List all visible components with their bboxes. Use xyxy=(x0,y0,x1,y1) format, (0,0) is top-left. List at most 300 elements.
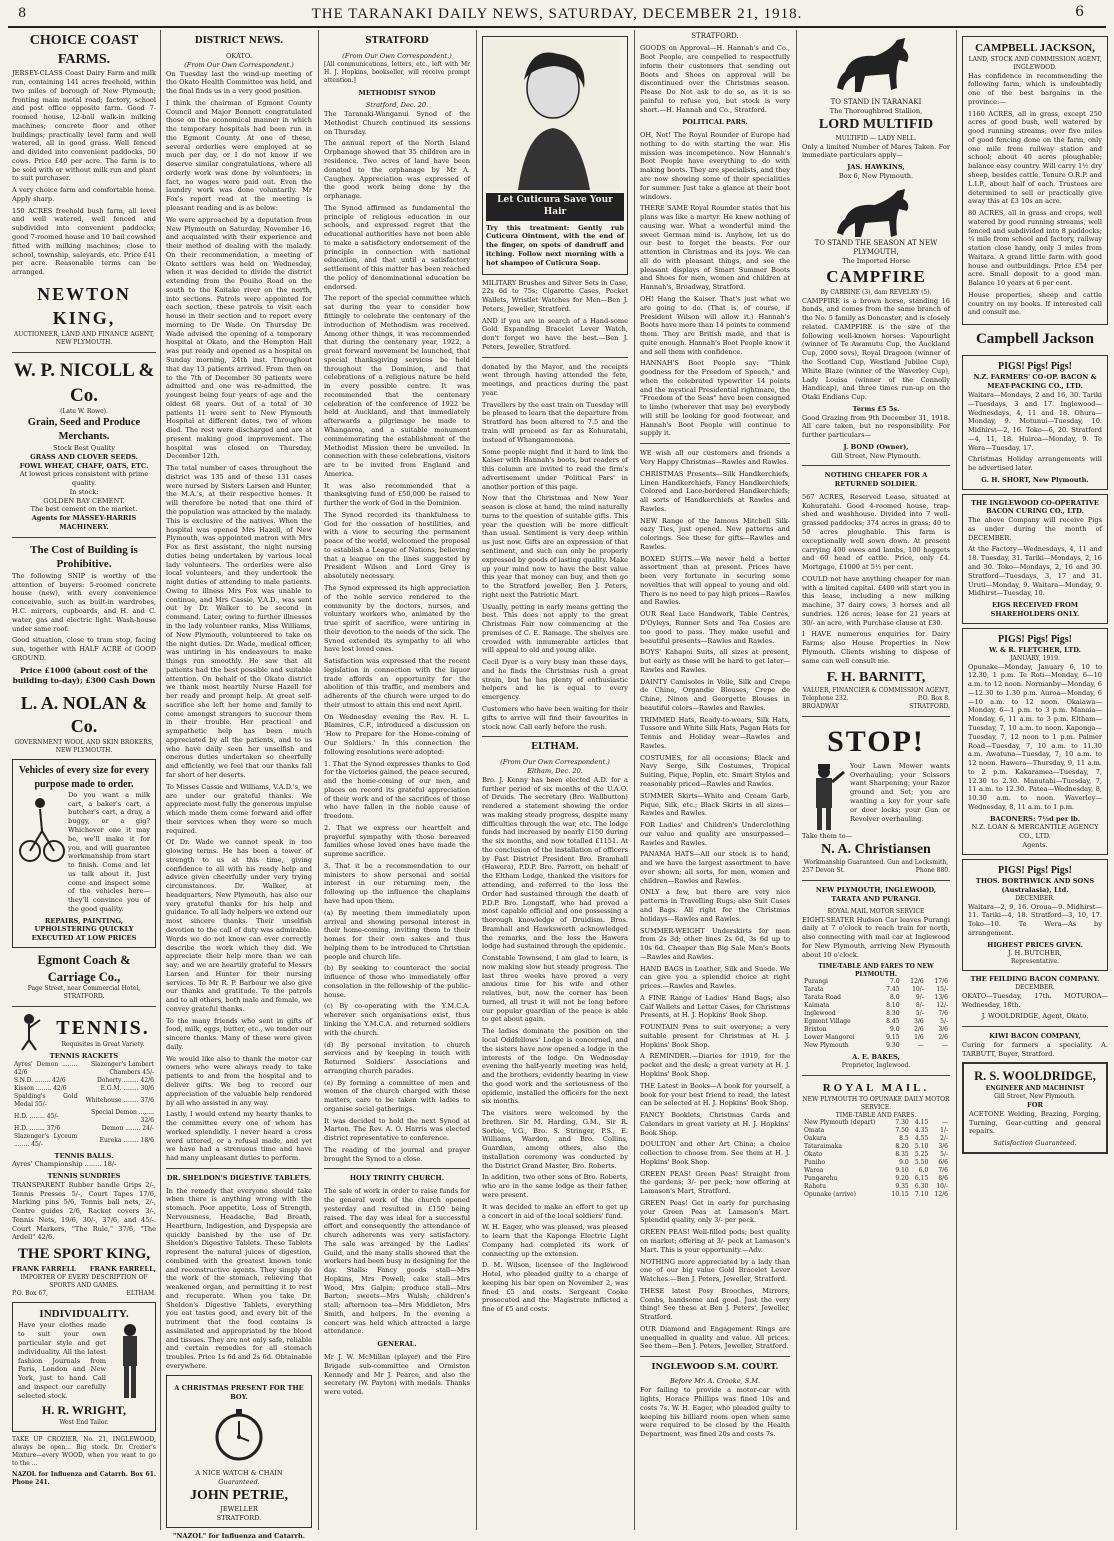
cuticura-body: Try this treatment: Gently rub Cuticura Ointment, with the end of the finger, on spots of dandruff and itching. Follow next morning with a hot shampoo of Cuticura Soap. xyxy=(486,223,624,267)
christiansen-address: 257 Devon St. xyxy=(802,867,845,875)
general-para-3: Some people might find it hard to link the Kaiser with Hannah's boots, but readers of this column are invited to read the firm's advertisement under 'Political Pars' in another portion of this page. xyxy=(482,447,628,491)
barnitt-subtitle: VALUER, FINANCIER & COMMISSION AGENT, xyxy=(802,687,950,695)
royal-fare-row xyxy=(802,1143,950,1151)
take-them-to: Take them to— xyxy=(802,831,853,840)
divider xyxy=(166,1168,312,1169)
royal-fare-row-cell: 1/- xyxy=(940,1127,948,1135)
rsw-ad xyxy=(962,1062,1108,1153)
hopkins-fancy: FANCY Booklets, Christmas Cards and Calendars in great variety at H. J. Hopkins' Book Shop. xyxy=(640,1111,790,1137)
royal-fare-row-cell: Oakura xyxy=(804,1135,827,1143)
eltham-para-6: It was decided to make an effort to get up a concert in aid of the local soldiers' fund. xyxy=(482,1202,628,1220)
royal-fare-row-cell: 6.15 xyxy=(914,1175,929,1183)
horse-illustration xyxy=(831,32,921,98)
fare-row-cell: New Plymouth xyxy=(804,1042,849,1050)
synod-para-5: It was also recommended that a thanksgiving fund of £50,000 be raised to further the work of God in the Dominion. xyxy=(324,481,470,508)
royal-fare-row-cell: Warea xyxy=(804,1167,824,1175)
newton-king-subtitle: AUCTIONEER, LAND AND FINANCE AGENT, xyxy=(13,330,155,338)
general-heading: GENERAL. xyxy=(377,1340,417,1349)
okato-correspondent: (From Our Own Correspondent.) xyxy=(184,60,294,69)
campfire-text-2: Good Grazing from 9th December 31, 1918. All care taken, but no responsibility. For further particulars— xyxy=(802,413,950,440)
hopkins-reminder: A REMINDER.—Diaries for 1919, for the pocket and the desk; a great variety at H. J. Hopkins' Book Shop. xyxy=(640,1052,790,1078)
acres-80-text: 80 ACRES, all in grass and crops, well watered by good running streams, well fenced and subdivided into 8 paddocks; ¼ mile from school and factory, railway station close handy, only 3 miles from Waitara. A grand little farm with good house and outbuildings. Price £54 per acre. Small deposit to a good man. Balance 10 years at 6 per cent. xyxy=(968,209,1102,288)
tennis-balls-line: Ayres' Championship ........ 18/- xyxy=(12,1160,117,1169)
rsw-for: FOR xyxy=(1027,1100,1043,1109)
fares-heading: TIME-TABLE AND FARES TO NEW PLYMOUTH. xyxy=(818,962,934,978)
lord-multifid-text: Only a limited Number of Mares Taken. For immediate particulars apply— xyxy=(802,142,950,160)
eltham-para-5: In addition, two other sons of Bro. Roberts, who are in the same lodge as their father, were present. xyxy=(482,1173,628,1199)
column-3 xyxy=(324,32,470,1532)
synod-para-12: 3. That it be a recommendation to our ministers to show personal and social interest in our returning men, the following up the influence the chaplains have had upon them. xyxy=(324,861,470,906)
nicoll-line-1: Stock Best Quality xyxy=(53,444,115,453)
fletcher-name: W. & R. FLETCHER, LTD. xyxy=(989,645,1081,654)
feilding-schedule: OKATO—Tuesday, 17th. MOTUROA—Wednesday, 18th. xyxy=(962,991,1108,1009)
rawles-summer: SUMMER Skirts—White and Cream Garb, Pique, Silk, etc.; Black Skirts in all sizes—Rawles and Rawles. xyxy=(640,791,790,818)
there-same-ad: THERE SAME Royal Rounder states that his plans was like a martyr. He knew nothing of causing war. What a wonderful mind the sweet German mind is. Anyhow, let us do our best to forget the beasts. For our attention in Christmas and its joys. We can all do with pleasant things, and see the pleasant displays of Smart Summer Boots and Shoes for men, women and children at Hannah's, Broadway, Stratford. xyxy=(640,204,790,292)
rsw-name: R. S. WOOLDRIDGE, xyxy=(974,1069,1096,1084)
royal-fare-row-cell: — xyxy=(942,1119,948,1127)
divider xyxy=(482,357,628,358)
okato-para-5: To Misses Cassie and Williams, V.A.D.'s, we are under our grateful thanks. We appreciate most fully the generous impulse which made them come forward and offer their services when they were so much required. xyxy=(166,782,312,835)
fare-row-cell: 9/- xyxy=(915,994,924,1002)
royal-fare-row-cell: Omata xyxy=(804,1127,825,1135)
eltham-dateline: Eltham, Dec. 20. xyxy=(527,767,583,776)
political-pars-heading: POLITICAL PARS. xyxy=(682,118,748,127)
fare-row-cell: 1/6 xyxy=(914,1034,924,1042)
stop-text: Your Lawn Mower wants Overhauling; your Scissors want Sharpening; your Razor ground and Set; you are wanting a key for your safe or door locks; your Gun or Revolver overhauling. xyxy=(850,761,950,823)
column-6 xyxy=(802,32,950,1532)
general-para-2: Travellers by the east train on Tuesday will be pleased to learn that the departure from Stratford has been altered to 7.5 and the train will proceed as far as Kohuratahi, instead of Whangamomona. xyxy=(482,400,628,444)
barnitt-location: STRATFORD. xyxy=(909,703,950,711)
royal-fare-row-cell: 4.15 xyxy=(914,1119,929,1127)
racket-row-cell: S.N.D. ........ 42/6 xyxy=(14,1076,66,1084)
royal-mail-heading: ROYAL MAIL. xyxy=(822,1081,930,1094)
sport-king-heading: THE SPORT KING, xyxy=(17,1246,151,1263)
nicoll-line-7: The best cement on the market. xyxy=(30,505,138,514)
column-5-running-head: STRATFORD. xyxy=(691,32,739,40)
okato-subheading: OKATO. xyxy=(226,51,252,60)
watch-illustration xyxy=(209,1405,269,1465)
general-para-1: donated by the Mayor, and the receipts went through having attended the fete, meetings, and practices during the past year. xyxy=(482,362,628,397)
fare-row-cell: 8.45 xyxy=(886,1018,900,1026)
newton-king-location: NEW PLYMOUTH. xyxy=(55,338,113,346)
fletcher-schedule: Opunake—Monday, January 6, 10 to 12.30, 1 p.m. Te Roti—Monday, 6—10 a.m. to 12 noon. Normanby—Monday, 6—12.30 to 1.30 p.m. Auroa—Monday, 6—10 a.m. to 12 noon. Okaiawa—Monday, 6—1 p.m. to 3 p.m. Manaia—Monday, 6, 11 a.m. to 3 p.m. Eltham—Tuesday, 7, 10 a.m. to noon. Kaponga—Tuesday, 7, 12 noon to 1 p.m. Palmer Road—Tuesday, 7, 10 a.m. to 11.30 a.m. Awatuna—Tuesday, 7, 10 a.m. to 12 noon. Hawera—Thursday, 9, 11 a.m. to 2 p.m. Kakaramea—Tuesday, 7, 12.30 to 2.30. Manutahi—Tuesday, 7, 11 a.m. to 12.30. Patea—Wednesday, 8, 10.30 a.m. to noon. Waverley—Wednesday, 8, 11 a.m. to 1 p.m. xyxy=(968,662,1102,811)
fare-row-cell: 17/6 xyxy=(934,978,948,986)
fare-row-cell: Brixton xyxy=(804,1026,827,1034)
kiwi-name: KIWI BACON COMPANY, xyxy=(989,1032,1081,1041)
column-1 xyxy=(12,32,156,1532)
fare-row-cell: Lower Mangorei xyxy=(804,1034,855,1042)
fare-row-cell: 5/- xyxy=(915,1010,924,1018)
column-divider xyxy=(160,30,161,1530)
rackets-table xyxy=(12,1061,156,1149)
column-5 xyxy=(640,32,790,1532)
petrie-name: JOHN PETRIE, xyxy=(189,1487,288,1503)
royal-fare-row xyxy=(802,1127,950,1135)
divider xyxy=(324,1168,470,1169)
barnitt-address: BROADWAY xyxy=(802,703,839,711)
bakes-subtitle: Proprietor, Inglewood. xyxy=(841,1061,911,1069)
royal-fare-row-cell: 9.20 xyxy=(895,1175,909,1183)
borthwick-schedule: Waitara—2, 9, 16. Oroua—9. Midhirst—11. Tariki—4, 18. Stratford—3, 10, 17. Toko—10. Te Wera—As by arrangement. xyxy=(968,902,1102,937)
divider xyxy=(640,1356,790,1357)
racket-row xyxy=(12,1077,156,1085)
rawles-lace: OUR Real Lace Handwork, Table Centres, D'Oyleys, Runner Sets and Tea Cosies are too good to pass. They make useful and beautiful presents—Rawles and Rawles. xyxy=(640,610,790,645)
eltham-correspondent: (From Our Own Correspondent.) xyxy=(500,758,610,767)
rawles-christmas: CHRISTMAS Presents—Silk Handkerchiefs, Linen Handkerchiefs, Fancy Handkerchiefs, Colored and Lace-bordered Handkerchiefs; all sorts of Handkerchiefs at Rawles and Rawles. xyxy=(640,469,790,513)
rsw-satisfaction: Satisfaction Guaranteed. xyxy=(993,1139,1077,1148)
general-para-7: Customers who have been waiting for their gifts to arrive will find their favourites in stock now. Call early before the rush. xyxy=(482,704,628,731)
vehicles-repairs: REPAIRS, PAINTING, UPHOLSTERING QUICKLY EXECUTED AT LOW PRICES xyxy=(31,916,137,943)
campbell-subtitle: LAND, STOCK AND COMMISSION AGENT, INGLEWOOD. xyxy=(968,55,1102,71)
synod-para-15: (c) By co-operating with the Y.M.C.A. wherever such organisations exist, thus linking the Y.M.C.A. and returned soldiers with the church. xyxy=(324,1002,470,1037)
royal-fare-row-cell: 5/- xyxy=(940,1151,948,1159)
lamason-green-2: GREEN Peas! Get in early for purchasing your Green Peas at Lamason's Mart. Splendid quality, only 3/- per peck. xyxy=(640,1198,790,1225)
egmont-name: Egmont Coach & Carriage Co., xyxy=(37,952,131,984)
racket-row xyxy=(12,1109,156,1125)
royal-fare-row xyxy=(802,1119,950,1127)
sheldon-heading: DR. SHELDON'S DIGESTIVE TABLETS. xyxy=(166,1173,312,1182)
rawles-wish: WE wish all our customers and friends a Very Happy Christmas—Rawles and Rawles. xyxy=(640,449,790,466)
xmas-watch-line: A NICE WATCH & CHAIN xyxy=(195,1469,283,1478)
royal-fare-row-cell: 8/6 xyxy=(938,1175,948,1183)
cost-building-price: Price £1000 (about cost of the building to-day); £300 Cash Down xyxy=(12,665,156,685)
petrie-ad xyxy=(166,1375,312,1528)
royal-fare-row-cell: 6.0 xyxy=(918,1167,929,1175)
motor-service-sub: ROYAL MAIL MOTOR SERVICE xyxy=(827,907,925,915)
butcher-title: Representative. xyxy=(1011,958,1059,966)
fare-row-cell: 7/6 xyxy=(938,1010,948,1018)
barnitt-box: P.O. Box 8. xyxy=(917,695,950,703)
eltham-para-8: D. M. Wilson, licensee of the Inglewood Hotel, who pleaded guilty to a charge of keeping his bar open on November 2, was fined £5 and costs. Sergeant Cooke prosecuted and the Magistrate inflicted a fine of £5 and costs. xyxy=(482,1261,628,1314)
synod-dateline: Stratford, Dec. 20. xyxy=(365,101,429,110)
bond-name: J. BOND (Owner), xyxy=(843,442,909,451)
choice-farms-text: JERSEY-CLASS Coast Dairy Farm and milk run, containing 141 acres freehold, within two miles of borough of New Plymouth; fronting main metal road; factory, school and post office opposite farm. Good 7-roomed house, 12-bail walk-in milking machines; concrete floor and other buildings; practically level farm and well watered, all in good grass. Well fenced and divided into convenient paddocks, 50 cows. Price £40 per acre. The farm is to be sold with or without milk run and plant to suit purchaser. xyxy=(12,69,156,183)
synod-para-3: The Synod affirmed as fundamental the principle of religious education in our schools, and expressed regret that the educational authorities have not been able to make a satisfactory endorsement of the principle in connection with national education, and that until a satisfactory settlement of this matter has been reached the policy of denominational education be endorsed. xyxy=(324,203,470,291)
nolan-subtitle: GOVERNMENT WOOL AND SKIN BROKERS, xyxy=(14,739,154,747)
royal-fare-row-cell: 2/- xyxy=(940,1135,948,1143)
royal-fare-row-cell: 9.10 xyxy=(895,1167,909,1175)
divider xyxy=(12,1006,156,1007)
vehicles-ad xyxy=(12,759,156,948)
fare-row-cell: 3/6 xyxy=(914,1018,924,1026)
column-divider xyxy=(318,30,319,1530)
cost-building-text: The following SNIP is worthy of the attention of buyers: 5-roomed concrete house (new), with every convenience conceivable, such as built-in wardrobes, H.C. mirrors, cupboards, and H. and C. water, gas and electric light. Wash-house under same roof. xyxy=(12,571,156,633)
military-brushes-ad: MILITARY Brushes and Silver Sets in Case, 22s 6d to 75s; Cigarette Cases, Pocket Wallets, Wristlet Watches for Men—Ben J. Peters, Jeweller, Stratford. xyxy=(482,278,628,313)
nz-loan-name: N.Z. LOAN & MERCANTILE AGENCY CO., LTD. xyxy=(971,823,1099,841)
fare-row-cell: 7.0 xyxy=(889,978,900,986)
royal-fare-row-cell: 7.30 xyxy=(895,1119,909,1127)
racket-row xyxy=(12,1061,156,1077)
royal-fare-row-cell: 8.35 xyxy=(895,1151,909,1159)
goods-approval-ad: GOODS on Approval—H. Hannah's and Co., Boot People, are compelled to respectfully inform their customers that sending out Boots and Shoes on approval will be discontinued over the Christmas season. Please Do Not ask to do so, as it is so painful to refuse you, but stock is very short.—H. Hannah and Co., Stratford. xyxy=(640,44,790,114)
nicoll-line-3: FOWL WHEAT, CHAFF, OATS, ETC. xyxy=(19,461,149,470)
tennis-balls-heading: TENNIS BALLS. xyxy=(54,1151,114,1160)
royal-fare-row-cell: 5.10 xyxy=(914,1143,929,1151)
royal-fare-row-cell: 5.50 xyxy=(914,1159,929,1167)
highest-prices: HIGHEST PRICES GIVEN. xyxy=(987,940,1083,949)
methodist-heading: METHODIST SYNOD xyxy=(358,88,436,97)
holy-trinity-text: The sale of work in order to raise funds for the general work of the church opened yesterday and resulted in £150 being raised. The day was ideal for a successful effort and consequently the attendance of church adherents was very satisfactory. The sale was arranged by the Ladies' Guild, and the many stalls showed that the workers had been busy in designing for the day. Stalls: Fancy goods stall—Mrs Hopkins, Mrs Powell; cake stall—Mrs Wood, Mrs Galpin; produce stall—Mrs Barton; sweets—Mrs Walsh; children's stall; afternoon tea—Mrs Middleton, Mrs Smith, and helpers. In the evening a concert was held which attracted a large attendance. xyxy=(324,1187,470,1336)
racket-row xyxy=(12,1093,156,1109)
okato-para-7: To the many friends who sent in gifts of food, milk, eggs, butter, etc., we tender our sincere thanks. Many of these were given daily. xyxy=(166,1016,312,1051)
royal-fare-row-cell: 4.35 xyxy=(914,1127,929,1135)
i-have-text: I HAVE numerous enquiries for Dairy Farms; also House Properties in New Plymouth. Clients wishing to dispose of same can well consult me. xyxy=(802,630,950,665)
racket-row xyxy=(12,1125,156,1133)
fare-row xyxy=(802,1018,950,1026)
bond-address: Gill Street, New Plymouth. xyxy=(831,451,921,460)
vehicles-heading: Vehicles of every size for every xyxy=(18,765,150,777)
borthwick-month: DECEMBER. xyxy=(1015,894,1055,902)
royal-fare-row-cell: Puniho xyxy=(804,1159,826,1167)
feilding-month: DECEMBER. xyxy=(1015,983,1055,991)
fare-row-cell: Tarata Road xyxy=(804,994,842,1002)
divider xyxy=(482,736,628,737)
nz-farmers-text: Waitara—Mondays, 2 and 16, 30. Tariki—Tuesdays, 3 and 17. Inglewood—Wednesdays, 4, 11 and 18. Ohura—Monday, 9. Motunui—Tuesday, 10. Midhirst—2, 16. Toko—6, 20. Stratford—4, 11, 18. Huiroa—Monday, 9. Te Wera—Tuesday, 17. xyxy=(968,391,1102,452)
farrell-left: FRANK FARRELL xyxy=(12,1265,76,1274)
okato-para-1: On Tuesday last the wind-up meeting of the Okato Health Committee was held, and the final finds us in a very good position. xyxy=(166,69,312,96)
synod-para-7: The Synod expressed its high appreciation of the noble service rendered to the community by the doctors, nurses, and voluntary workers who, animated by the true spirit of sacrifice, were untiring in their devotion to the needs of the sick. The Synod extended its sympathy to all who have lost loved ones. xyxy=(324,583,470,654)
peters-these: THESE latest Posy Brooches, Mirrors, Combs, handsome and good. Just the very thing! See these at Ben J. Peters', Jeweller, Stratford. xyxy=(640,1286,790,1322)
feilding-name: THE FEILDING BACON COMPANY. xyxy=(970,975,1100,984)
royal-fare-row-cell: 4.55 xyxy=(914,1135,929,1143)
pigs-heading-3: PIGS! Pigs! Pigs! xyxy=(998,864,1072,876)
xmas-guaranteed: Guaranteed. xyxy=(218,1478,260,1487)
synod-para-8: Satisfaction was expressed that the recent legislation in connection with the liquor trade affords an opportunity for the abolition of this traffic, and members and adherents of the church were urged to do their utmost to attain this end next April. xyxy=(324,657,470,709)
synod-para-13: (a) By meeting them immediately upon arrival and showing personal interest in their home-coming, inviting them to their homes for their own sakes and thus helping them to be introduced to Christian people and church life. xyxy=(324,908,470,961)
nicoll-name: W. P. NICOLL & Co. xyxy=(13,359,155,406)
royal-fare-row-cell: 5.25 xyxy=(914,1151,929,1159)
nicoll-subtitle: Grain, Seed and Produce Merchants. xyxy=(27,417,141,443)
hawkins-address: Box 6, New Plymouth. xyxy=(838,171,914,180)
nicoll-line-4: At lowest prices consistent with prime quality. xyxy=(19,470,149,488)
stand-season: TO STAND THE SEASON AT NEW PLYMOUTH, xyxy=(814,238,938,256)
royal-fare-row xyxy=(802,1191,950,1199)
synod-para-14: (b) By seeking to counteract the social influence of those who immediately offer consolation in the fellowship of the public-house. xyxy=(324,964,470,999)
royal-fare-row-cell: 3/6 xyxy=(938,1143,948,1151)
inglewood-bacon-schedule: At the Factory—Wednesdays, 4, 11 and 18. Tuesday, 31. Tariki—Mondays, 2, 16 and 30. Toko—Mondays, 2, 16 and 30. Stratford—Tuesdays, 3, 17 and 31. Uruti—Monday, 9. Waitara—Monday, 9. Midhirst—Tuesday, 10. xyxy=(968,545,1102,598)
royal-fare-row xyxy=(802,1135,950,1143)
nothing-cheaper-heading: NOTHING CHEAPER FOR A RETURNED SOLDIER. xyxy=(824,471,928,489)
farrell-box: P.O. Box 67, xyxy=(12,1289,48,1297)
nolan-location: NEW PLYMOUTH. xyxy=(55,747,113,755)
barnitt-name: F. H. BARNITT, xyxy=(826,669,926,685)
imported-label: The Imported Horse xyxy=(842,257,910,266)
motor-service-text: EIGHT-SEATER Hudson Car leaves Purangi daily at 7 o'clock to reach train for north, also connecting with mail car at Inglewood for New Plymouth, arriving New Plymouth about 10 o'clock. xyxy=(802,915,950,959)
peters-nothing: NOTHING more appreciated by a lady than one of our big value Gold Bracelet Lever Watches.—Ben J. Peters, Jeweller, Stratford. xyxy=(640,1257,790,1284)
petrie-subtitle: JEWELLER xyxy=(220,1505,258,1514)
synod-para-10: 1. That the Synod expresses thanks to God for the victories gained, the peace secured, and the home-coming of our men, and places on record its grateful appreciation of their work and of the sacrifices of those who have fallen in the noble cause of freedom. xyxy=(324,759,470,821)
okato-para-6: Of Dr. Wade we cannot speak in too glowing terms. He has been a tower of strength to us at this time, giving confidence to all with his ready help and advice given cheerfully under very trying circumstances. Dr. Walker, at headquarters, New Plymouth, has also our very grateful thanks for his help and guidance. To all lady helpers we extend our most sincere thanks. Their unselfish devotion to the call of duty was admirable. Words we do not know can ever correctly describe the work which they did. We appreciate their help more than we can say; and we are heartily grateful to Messrs Larsen and Hunter for their nursing services. To Mr R. P. Barbour we also give our thanks and gratitude. To the patrols and to all others, both male and female, we convey grateful thanks. xyxy=(166,838,312,1013)
inglewood-court-heading: INGLEWOOD S.M. COURT. xyxy=(651,1362,779,1373)
bakes-name: A. E. BAKES, xyxy=(852,1053,900,1062)
divider xyxy=(962,1026,1108,1027)
bracelet-ad: AND if you are in search of a Hand-some Gold Expanding Bracelet Lever Watch, don't forget we have the best.—Ben J. Peters, Jeweller, Stratford. xyxy=(482,316,628,351)
nz-farmers-ad xyxy=(962,355,1108,489)
inglewood-court-sub: Before Mr. A. Crooke, S.M. xyxy=(669,1377,761,1386)
cost-building-heading: The Cost of Building is Prohibitive. xyxy=(30,543,138,571)
general-para-5: Usually, petting in early means getting the best. This does not apply to the great Christmas Fair now commencing at the premises of C. E. Ramage. The shelves are crowded with innumerable articles that will appeal to old and young alike. xyxy=(482,602,628,655)
newspaper-title: THE TARANAKI DAILY NEWS, SATURDAY, DECEMBER 21, 1918. xyxy=(311,6,803,22)
inglewood-bacon-text: The above Company will receive Pigs as under during the month of DECEMBER. xyxy=(968,516,1102,542)
hopkins-latest: THE Latest in Books—A book for yourself, a book for your best friend to read, the latest can be selected at H. J. Hopkins' Book Shop. xyxy=(640,1081,790,1108)
page-number: 8 xyxy=(18,6,27,21)
eltham-para-2: Constable Townsend, I am glad to learn, is now making slow but steady progress. The last three weeks have proved a very anxious time for his wife and other relatives, but, now the corner has been turned, all trust it will not be long before our popular guardian of the peace is able to get about again. xyxy=(482,954,628,1024)
nicoll-line-8: Agents for MASSEY-HARRIS MACHINERY. xyxy=(31,514,137,531)
fare-row-cell: 8.10 xyxy=(886,1002,900,1010)
rawles-summer-weight: SUMMER-WEIGHT Underskirts for men from 2s 3d; other lines 2s 6d, 3s 6d up to 10s 6d. Cheaper than Big Sale Men's Boots—Rawles and Rawles. xyxy=(640,926,790,961)
rawles-boxed: BOXED SUITS.—We never held a better assortment than at present. Prices have been very fortunate in securing some novelties that will appeal to young and old. There is no need to pay high prices—Rawles and Rawles. xyxy=(640,554,790,607)
short-name: G. H. SHORT, New Plymouth. xyxy=(981,475,1089,484)
fare-row-cell: — xyxy=(917,1042,924,1050)
campfire-text: CAMPFIRE is a brown horse, standing 16 hands, and comes from the same branch of the No. 5 family as Doncaster, and is closely related. CAMPFIRE is the sire of the following well-known horses: Vapourlight (winner of Te Awamutu Cup, the Auckland Cup, 2000 sovs), Royal Dragoon (winner of the Scotland Cup, Westland Jubilee Cup), White Blaze (winner of the Waverley Cup), Lady Louisa (winner of the Connolly Handicap), and three times run-up on the Otaki Endians Cup. xyxy=(802,296,950,402)
rawles-only: ONLY a few, but there are very nice patterns in Travelling Rugs; also Suit Cases and Bags. All right for the Christmas holidays—Rawles and Rawles. xyxy=(640,888,790,923)
racket-row-cell: Slazenger's Lambert Chambers 45/- xyxy=(91,1060,154,1076)
rawles-ladies: FOR Ladies' and Children's Underclothing our value and quality are unsurpassed—Rawles and Rawles. xyxy=(640,821,790,847)
lord-multifid-name: LORD MULTIFID xyxy=(818,117,934,133)
royal-fare-row xyxy=(802,1183,950,1191)
racket-row-cell: Eureka ........ 18/6 xyxy=(99,1136,154,1144)
divider xyxy=(640,443,790,444)
synod-para-16: (d) By personal invitation to church services and by keeping in touch with Returned Soldiers' Associations and arranging church parades. xyxy=(324,1040,470,1075)
fare-row-cell: 9.30 xyxy=(886,1042,900,1050)
racket-row-cell: Spalding's Gold Medal 55/- xyxy=(14,1092,78,1108)
barnitt-phone: Telephone 232. xyxy=(802,695,849,703)
fare-row xyxy=(802,1042,950,1050)
synod-para-6: The Synod recorded its thankfulness to God for the cessation of hostilities, and with a view to securing the permanent peace of the world, welcomed the proposal to establish a League of Nations, believing that a league on the lines suggested by President Wilson and Lord Grey is absolutely necessary. xyxy=(324,510,470,581)
horse-illustration-2 xyxy=(831,185,921,239)
masthead xyxy=(8,4,1106,28)
okato-para-3: We were approached by a deputation from New Plymouth on Saturday, November 16, and acquainted with their experience and their method of dealing with the malady. On their recommendation, a meeting of Okato settlers was held on Wednesday, when it was decided to divide the district extending from the Pouiho Road on the south to the Kaitake river on the north, into sections. Patrols were appointed for each section, these patrols to visit each house in their section and to report every morning to Dr Wade. On Thursday Dr. Wade advised the opening of a temporary hospital at Okato, and the Hempton Hall was put ready and opened as a hospital on Sunday morning, 24th inst. Throughout that day 13 patients arrived. From then on to the 7th of December 30 patients were admitted and one was re-admitted, the youngest being four years of age and the oldest 68 years. Out of a total of 30 patients 11 were sent to New Plymouth Hospital at different dates, two of whom died. The rest were discharged and are at present making good improvement. The hospital was closed on Thursday, December 12th. xyxy=(166,215,312,461)
campfire-terms: Terms £5 5s. xyxy=(852,404,900,413)
divider xyxy=(12,352,156,353)
divider xyxy=(802,465,950,466)
cyclist-illustration xyxy=(18,791,64,865)
choice-farms-text-3: 150 ACRES freehold bush farm, all level and well watered, well fenced and subdivided into convenient paddocks; good 7-roomed house and 10 bail cowshed fitted with milking machines; close to school, township, saleyards, etc. Price £41 per acre. Reasonable terms can be arranged. xyxy=(12,206,156,277)
peters-diamond: OUR Diamond and Engagement Rings are unequalled in quality and value. All prices. See them—Ben J. Peters, Jeweller, Stratford. xyxy=(640,1324,790,1351)
acres-1160-text: 1160 ACRES, all in grass, except 250 acres of good bush, well watered by good running streams; over five miles of good fencing done on the farm, only one mile from railway station and school; about 40 acres ploughable; balance easy country. Will carry 1½ dry sheep, besides cattle. Tenure O.R.P. and L.I.P., about half of each. Trustees are determined to sell or practically give away this at £3 10s an acre. xyxy=(968,109,1102,206)
woman-portrait-illustration xyxy=(486,40,620,190)
fare-row-cell: 9.0 xyxy=(889,1026,900,1034)
fare-row xyxy=(802,1002,950,1010)
racket-row-cell: H.D. ........ 37/6 xyxy=(14,1124,61,1132)
fare-row-cell: — xyxy=(942,1042,948,1050)
royal-mail-route: NEW PLYMOUTH TO OPUNAKE DAILY MOTOR SERVICE. xyxy=(802,1095,950,1111)
hopkins-doulton: DOULTON and other Art China; a choice collection to choose from. See them at H. J. Hopkins' Book Shop. xyxy=(640,1140,790,1166)
royal-mail-sub: TIME-TABLE AND FARES. xyxy=(835,1111,917,1119)
racket-row-cell: Kisson ........ 42/6 xyxy=(14,1084,67,1092)
rawles-hand-bags: HAND BAGS in Leather, Silk and Suede. We can give you a splendid choice at right prices.—Rawles and Rawles. xyxy=(640,964,790,991)
racket-row-cell: Special Demon ........ 32/6 xyxy=(91,1108,154,1124)
royal-fare-row xyxy=(802,1159,950,1167)
synod-para-19: The reading of the journal and prayer brought the Synod to a close. xyxy=(324,1145,470,1163)
choice-farms-text-2: A very choice farm and comfortable home. Apply sharp. xyxy=(12,186,156,203)
eltham-heading: ELTHAM. xyxy=(531,742,579,753)
holy-trinity-heading: HOLY TRINITY CHURCH. xyxy=(349,1174,445,1183)
nicoll-line-5: In stock: xyxy=(69,487,99,496)
hannahs-ad: HANNAH'S Boot People say: "Think goodness for the Freedom of Speech," and when the celebrated typewriter 14 points and the mystical Presidential rightmare, the "Freedom of the Seas" have been consigned to limbo (wherever that may be) everybody will still be looking for good footwear, and Hannah's Boot People will continue to supply it. xyxy=(640,359,790,438)
farrell-right: FRANK FARRELL, xyxy=(89,1265,156,1274)
motor-service-heading: NEW PLYMOUTH, INGLEWOOD, TARATA AND PURANGI. xyxy=(815,886,937,903)
xmas-arrangements: Christmas Holiday arrangements will be advertised later. xyxy=(968,455,1102,473)
lamason-green-3: GREEN PEAS! Well-filled pods; best quality on market; offering at 3/- peck at Lamason's Mart. This is your opportunity.—Adv. xyxy=(640,1228,790,1254)
racket-row-cell: Whitehouse ........ 37/6 xyxy=(85,1096,154,1104)
page-mark: 6 xyxy=(1075,4,1084,20)
fare-row-cell: 10/- xyxy=(912,986,924,994)
stallion-label: The Thoroughbred Stallion, xyxy=(829,107,923,116)
okato-para-2: I think the chairman of Egmont County Council and Major Bennett congratulated those on the economical manner in which the temporary hospitals had been run in the Egmont County. At one of these, several orderlies were employed at so much per day, or I do not know if we deserve similar congratulations, where all orderly work was done by volunteers; in fact, no wages were paid out. Even the laundry work was done voluntarily. Mr Fox's report read at the meeting is pleasant reading and is as below: xyxy=(166,98,312,212)
baconers-price: BACONERS: 7½d per lb. xyxy=(989,814,1081,823)
farrell-location: ELTHAM. xyxy=(126,1289,156,1297)
synod-para-18: It was decided to hold the next Synod at Marton. The Rev. A. O. Harris was elected district representative to conference. xyxy=(324,1116,470,1143)
racket-row-cell: H.D. ........ 45/- xyxy=(14,1112,59,1120)
royal-fare-row-cell: 8.5 xyxy=(899,1135,909,1143)
christiansen-subtitle: Workmanship Guaranteed. Gun and Locksmith, xyxy=(803,859,949,867)
hawkins-name: JAS. HAWKINS, xyxy=(847,163,905,172)
tennis-rackets-heading: TENNIS RACKETS xyxy=(49,1052,119,1061)
agents-label: Agents. xyxy=(1022,840,1048,849)
royal-fare-row-cell: 10/- xyxy=(936,1183,948,1191)
racket-row-cell: Demon ........ 24/- xyxy=(101,1124,154,1132)
royal-fare-row-cell: Pungarehu xyxy=(804,1175,838,1183)
nazol-ad: "NAZOL" for Influenza and Catarrh. xyxy=(172,1531,306,1540)
fare-row-cell: 13/6 xyxy=(934,994,948,1002)
choice-farms-heading: CHOICE COAST FARMS. xyxy=(29,33,139,67)
individuality-heading: INDIVIDUALITY. xyxy=(39,1307,129,1320)
rawles-boys: BOYS' Kahapoi Suits, all sizes at present, but early as these will be hard to get later—Rawles and Rawles. xyxy=(640,648,790,674)
fare-row xyxy=(802,986,950,994)
column-7 xyxy=(962,32,1108,1532)
nolan-name: L. A. NOLAN & Co. xyxy=(20,692,148,737)
opunake-fares-table xyxy=(802,1119,950,1199)
stratford-heading: STRATFORD xyxy=(365,36,429,46)
christiansen-phone: Phone 880. xyxy=(915,867,950,875)
lord-multifid-pedigree: MULTIFID — LADY NELL. xyxy=(835,134,917,142)
tennis-player-illustration xyxy=(12,1012,46,1052)
stop-heading: STOP! xyxy=(827,725,925,759)
inglewood-fares-table xyxy=(802,978,950,1050)
sheldon-text: In the remedy that everyone should take when there is anything wrong with the stomach. Poor appetite, Loss of Strength, Nervousness, Headache, Bad Breath, Heartburn, Indigestion, and Dyspepsia are quickly banished by the use of Dr. Sheldon's Digestive Tablets. These Tablets represent the natural juices of digestion, combined with the greatest known tonic and reconstructive agents. They simply do the work of the stomach, relieving that weakened organ, and permitting it to rest and recuperate. When you take Dr. Sheldon's Digestive Tablets, everything you eat tastes good, and every bit of the nutriment that the food contains is assimilated and appropriated by the blood and tissues. They are not only safe, reliable and certain remedies for all stomach troubles. Price 1s 6d and 2s 6d. Obtainable everywhere. xyxy=(166,1186,312,1370)
racket-row-cell: E.G.M. ........ 30/6 xyxy=(100,1084,154,1092)
royal-fare-row-cell: 12/6 xyxy=(934,1191,948,1199)
eltham-para-4: The visitors were welcomed by the brethren. Sir M. Harding, G.M., Sir R. Sorbie, V.G., Bro. S. Stringer, P.S., E. Williams, Warden, and Bro. Collins, Guardian, among others, also the installation ceremony was conducted by the District Grand Master, Bro. Roberts. xyxy=(482,1109,628,1170)
column-2 xyxy=(166,32,312,1540)
fare-row-cell: 8.0 xyxy=(889,994,900,1002)
fare-row-cell: Purangi xyxy=(804,978,828,986)
holy-trinity-text-2: Mr J. W. McMillan (player) and the Fire Brigade sub-committee and Ormiston Kennedy and Mr J. Pearce, and also the secretary (W. Payton) with medals. Thanks were voted. xyxy=(324,1353,470,1397)
divider xyxy=(12,537,156,538)
hopkins-fountain: FOUNTAIN Pens to suit everyone; a very suitable present for Christmas at H. J. Hopkins' Book Shop. xyxy=(640,1023,790,1049)
okato-para-8: We would like also to thank the motor car owners who were always ready to take patients to and from the hospital and to deliver gifts. We beg to record our appreciation of the valuable help rendered by all who assisted in any way. xyxy=(166,1054,312,1107)
royal-fare-row-cell: 9.35 xyxy=(895,1183,909,1191)
eltham-para-1: Bro. J. Kenny has been elected A.D. for a further period of six months of the U.A.O. of Druids. The secretary (Bro. Wallbutton) rendered a statement showing the order was making steady progress, despite many difficulties through the war, etc. The lodge funds had increased by nearly £150 during the six months, and now totalled £1151. At the conclusion of the installation of officers by Past District President Bro. Bramhall (Hawera), P.D.P. Bro. Parrott, on behalf of the Eltham Lodge, thanked the visitors for attending, and referred to the loss the Order had sustained through the death of P.D.P. Bro. Longstaff, who had proved a most capable official and one possessing a thorough knowledge of Druidism. Bros. Bramhall and Hawksworth acknowledged the remarks, and the loss the Hawera lodge had sustained through the epidemic. xyxy=(482,775,628,951)
campbell-name: CAMPBELL JACKSON, xyxy=(975,42,1095,54)
oh-not-ad: OH, Not! The Royal Rounder of Europe had nothing to do with starting the war. His mission was incompetence. Now Hannah's Boot People have everything to do with making boots. They are specialists, and they are now showing some of their specialities for summer. Just take a glance at their boot windows. xyxy=(640,131,790,201)
borthwick-name: THOS. BORTHWICK AND SONS (Australasia), Ltd. xyxy=(975,877,1095,894)
fare-row-cell: Tarata xyxy=(804,986,824,994)
vehicles-heading-2: purpose made to order. xyxy=(34,778,134,790)
fare-row-cell: 12/6 xyxy=(910,978,924,986)
column-divider xyxy=(956,30,957,1530)
eigs-notice: EIGS RECEIVED FROM SHAREHOLDERS ONLY. xyxy=(990,601,1080,618)
fare-row xyxy=(802,1026,950,1034)
gentleman-illustration xyxy=(110,1321,150,1401)
column-divider xyxy=(634,30,635,1530)
inglewood-bacon-ad xyxy=(962,494,1108,624)
column-divider xyxy=(796,30,797,1530)
fletcher-month: JANUARY, 1919. xyxy=(1010,654,1060,662)
individuality-text: Have your clothes made to suit your own particular style and get individuality. All the latest fashion Journals from Paris, London and New York, just to hand. Call and inspect our carefully selected stock. xyxy=(18,1321,106,1400)
rsw-text: ACETONE Welding, Brazing, Forging, Turning, Gear-cutting and general repairs. xyxy=(969,1109,1101,1136)
